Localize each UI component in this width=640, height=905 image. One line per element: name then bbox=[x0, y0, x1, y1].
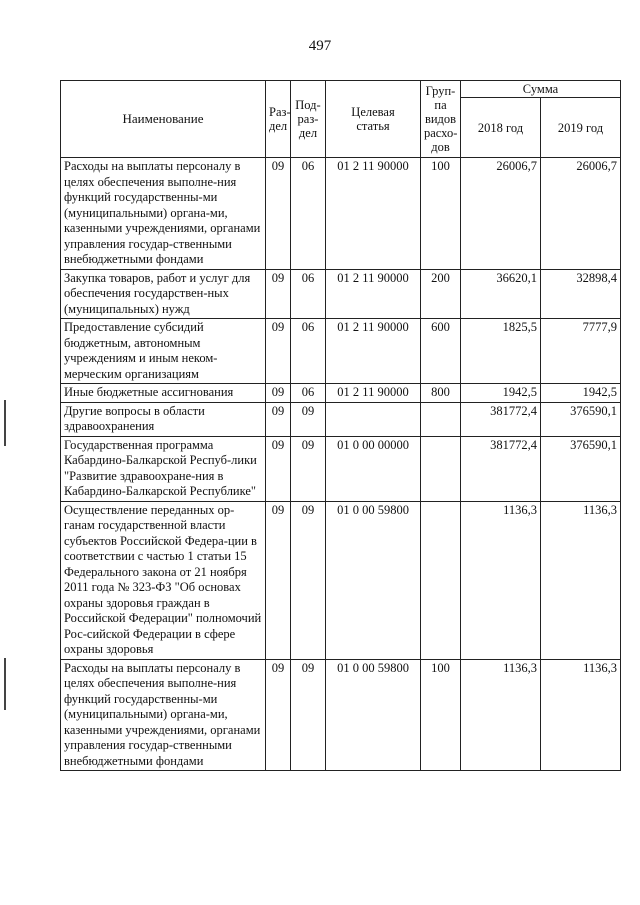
cell-name: Другие вопросы в области здравоохранения bbox=[61, 402, 266, 436]
table-row bbox=[61, 501, 621, 659]
header-expense-group: Груп- па видов расхо- дов bbox=[421, 81, 461, 158]
cell-sum-2019: 376590,1 bbox=[541, 402, 621, 436]
cell-section: 09 bbox=[266, 319, 291, 384]
cell-subsection: 09 bbox=[291, 436, 326, 501]
cell-sum-2019: 26006,7 bbox=[541, 158, 621, 270]
cell-sum-2018: 381772,4 bbox=[461, 402, 541, 436]
cell-sum-2019: 32898,4 bbox=[541, 269, 621, 319]
cell-sum-2018: 1136,3 bbox=[461, 659, 541, 771]
cell-name: Расходы на выплаты персоналу в целях обеспечения выполне-ния функций государственны-ми (муниципальными) органа-ми, казенными учреждениями, органами управления государ-ственными внебюджетными фондами bbox=[61, 158, 266, 270]
cell-target: 01 2 11 90000 bbox=[326, 158, 421, 270]
cell-section: 09 bbox=[266, 659, 291, 771]
cell-sum-2019: 1136,3 bbox=[541, 501, 621, 659]
table-row bbox=[61, 319, 621, 384]
cell-name: Закупка товаров, работ и услуг для обеспечения государствен-ных (муниципальных) нужд bbox=[61, 269, 266, 319]
header-year-2019: 2019 год bbox=[541, 98, 621, 158]
cell-sum-2019: 1136,3 bbox=[541, 659, 621, 771]
budget-table bbox=[60, 80, 621, 771]
cell-subsection: 09 bbox=[291, 501, 326, 659]
cell-section: 09 bbox=[266, 402, 291, 436]
cell-sum-2019: 1942,5 bbox=[541, 384, 621, 403]
header-year-2018: 2018 год bbox=[461, 98, 541, 158]
cell-sum-2018: 26006,7 bbox=[461, 158, 541, 270]
header-name: Наименование bbox=[61, 81, 266, 158]
table-row bbox=[61, 158, 621, 270]
cell-subsection: 06 bbox=[291, 158, 326, 270]
table-header bbox=[61, 81, 621, 158]
scan-edge-mark bbox=[4, 400, 6, 446]
header-section: Раз- дел bbox=[266, 81, 291, 158]
cell-group bbox=[421, 402, 461, 436]
cell-name: Расходы на выплаты персоналу в целях обеспечения выполне-ния функций государственны-ми (муниципальными) органа-ми, казенными учреждениями, органами управления государ-ственными внебюджетными фондами bbox=[61, 659, 266, 771]
cell-group bbox=[421, 501, 461, 659]
cell-group: 100 bbox=[421, 659, 461, 771]
page-number: 497 bbox=[308, 38, 332, 54]
cell-name: Осуществление переданных ор-ганам государственной власти субъектов Российской Федера-ции в соответствии с частью 1 статьи 15 Федерального закона от 21 ноября 2011 года № 323-ФЗ "Об основах охраны здоровья граждан в Российской Федерации" полномочий Рос-сийской Федерации в сфере охраны здоровья bbox=[61, 501, 266, 659]
cell-name: Предоставление субсидий бюджетным, автономным учреждениям и иным неком-мерческим организациям bbox=[61, 319, 266, 384]
cell-sum-2019: 7777,9 bbox=[541, 319, 621, 384]
cell-target: 01 0 00 59800 bbox=[326, 659, 421, 771]
table-body bbox=[61, 158, 621, 771]
cell-name: Государственная программа Кабардино-Балкарской Респуб-лики "Развитие здравоохране-ния в Кабардино-Балкарской Республике" bbox=[61, 436, 266, 501]
cell-sum-2018: 381772,4 bbox=[461, 436, 541, 501]
cell-subsection: 06 bbox=[291, 319, 326, 384]
scan-edge-mark bbox=[4, 658, 6, 710]
header-subsection: Под- раз- дел bbox=[291, 81, 326, 158]
table-row bbox=[61, 659, 621, 771]
cell-sum-2019: 376590,1 bbox=[541, 436, 621, 501]
cell-target: 01 0 00 59800 bbox=[326, 501, 421, 659]
cell-target: 01 0 00 00000 bbox=[326, 436, 421, 501]
cell-group bbox=[421, 436, 461, 501]
cell-section: 09 bbox=[266, 384, 291, 403]
cell-section: 09 bbox=[266, 436, 291, 501]
cell-subsection: 09 bbox=[291, 402, 326, 436]
cell-section: 09 bbox=[266, 501, 291, 659]
table-row bbox=[61, 402, 621, 436]
cell-subsection: 06 bbox=[291, 269, 326, 319]
cell-target bbox=[326, 402, 421, 436]
cell-sum-2018: 1136,3 bbox=[461, 501, 541, 659]
header-sum: Сумма bbox=[461, 81, 621, 98]
cell-target: 01 2 11 90000 bbox=[326, 269, 421, 319]
cell-section: 09 bbox=[266, 269, 291, 319]
cell-target: 01 2 11 90000 bbox=[326, 384, 421, 403]
table-row bbox=[61, 269, 621, 319]
table-row bbox=[61, 384, 621, 403]
table-row bbox=[61, 436, 621, 501]
header-target-article: Целевая статья bbox=[326, 81, 421, 158]
cell-sum-2018: 36620,1 bbox=[461, 269, 541, 319]
cell-target: 01 2 11 90000 bbox=[326, 319, 421, 384]
cell-subsection: 06 bbox=[291, 384, 326, 403]
cell-sum-2018: 1825,5 bbox=[461, 319, 541, 384]
cell-section: 09 bbox=[266, 158, 291, 270]
cell-group: 600 bbox=[421, 319, 461, 384]
cell-group: 800 bbox=[421, 384, 461, 403]
cell-sum-2018: 1942,5 bbox=[461, 384, 541, 403]
cell-group: 100 bbox=[421, 158, 461, 270]
cell-subsection: 09 bbox=[291, 659, 326, 771]
cell-name: Иные бюджетные ассигнования bbox=[61, 384, 266, 403]
cell-group: 200 bbox=[421, 269, 461, 319]
